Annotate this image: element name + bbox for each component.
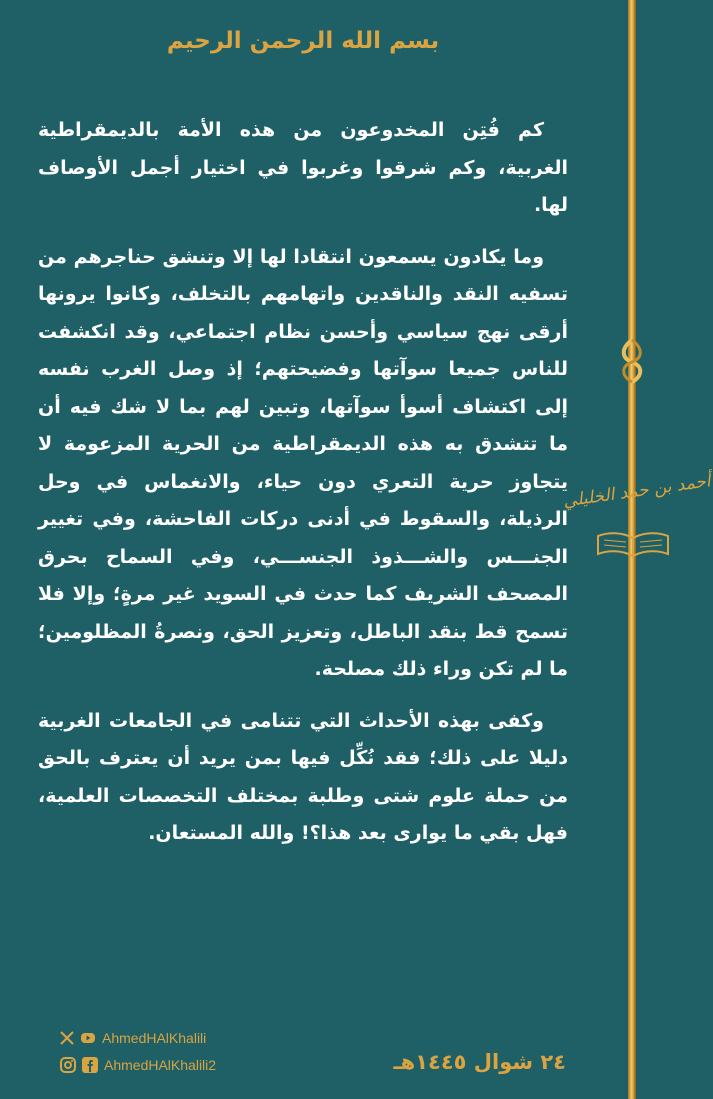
calligraphy-signature: أحمد بن حمد الخليلي [561,471,712,512]
ribbon-knot-icon [617,338,647,384]
social-handle[interactable]: AhmedHAlKhalili [102,1030,207,1046]
open-book-icon [594,528,672,560]
basmala-heading: بسم الله الرحمن الرحيم [166,28,440,54]
hijri-date: ٢٤ شوال ١٤٤٥هـ [393,1050,566,1074]
social-row-instagram-facebook[interactable] [60,1057,216,1073]
paragraph-1: كم فُتِن المخدوعون من هذه الأمة بالديمقراطية الغربية، وكم شرقوا وغربوا في اختيار أجمل الأوصاف لها. [38,119,568,216]
statement-body [38,112,568,867]
paragraph-2: وما يكادون يسمعون انتقادا لها إلا وتنشق حناجرهم من تسفيه النقد والناقدين واتهامهم بالتخلف، وكانوا يرونها أرقى نهج سياسي وأحسن نظام اجتماعي، وقد انكشفت للناس جميعا سوآتها وفضيحتهم؛ إذ وصل الغرب نفسه إلى اكتشاف أسوأ سوآتها، وتبين لهم بما لا شك فيه أن ما تتشدق به هذه الديمقراطية من الحرية المزعومة لا يتجاوز حرية التعري دون حياء، والانغماس في وحل الرذيلة، والسقوط في أدنى دركات الفاحشة، وفي تغيير الجنـــس والشـــذوذ الجنســـي، وفي السماح بحرق المصحف الشريف كما حدث في السويد غير مرةٍ؛ وإلا فلا تسمح قط بنقد الباطل، وتعزيز الحق، ونصرةُ المظلومين؛ ما لم تكن وراء ذلك مصلحة. [38,245,568,680]
social-handle-2[interactable]: AhmedHAlKhalili2 [104,1057,217,1073]
instagram-icon[interactable] [60,1057,76,1073]
youtube-icon[interactable] [80,1031,96,1045]
text-column [38,0,568,1099]
paragraph-3: وكفى بهذه الأحداث التي تتنامى في الجامعات الغربية دليلا على ذلك؛ فقد نُكِّل فيها بمن يريد أن يعترف بالحق من حملة علوم شتى وطلبة بمختلف التخصصات العلمية، فهل بقي ما يوارى بعد هذا؟! والله المستعان. [38,709,568,844]
facebook-icon[interactable] [82,1057,98,1073]
x-icon[interactable] [60,1031,74,1045]
social-row-x-youtube[interactable] [60,1030,206,1046]
